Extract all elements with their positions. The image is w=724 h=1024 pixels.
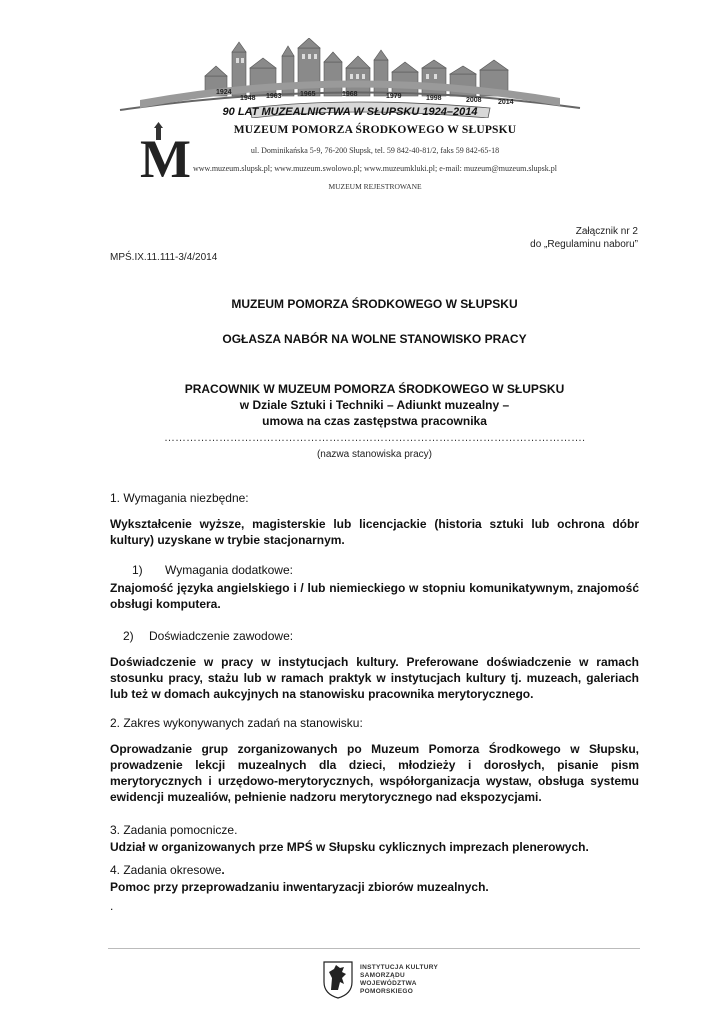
position-title: PRACOWNIK W MUZEUM POMORZA ŚRODKOWEGO W SŁUPSKU [184, 382, 565, 396]
footer-line: POMORSKIEGO [360, 988, 414, 995]
list-number: 1) [132, 563, 143, 577]
anniversary-banner [110, 38, 590, 118]
banner-year: 1968 [342, 91, 358, 98]
griffin-emblem-icon [322, 960, 354, 1000]
section-heading: Doświadczenie zawodowe: [149, 629, 294, 643]
position-caption: (nazwa stanowiska pracy) [316, 449, 433, 460]
banner-year: 1965 [300, 91, 316, 98]
banner-year: 1924 [216, 89, 232, 96]
banner-year: 2008 [466, 97, 482, 104]
section-text: Udział w organizowanych prze MPŚ w Słupsku cyklicznych imprezach plenerowych. [110, 840, 589, 854]
announcement-title: MUZEUM POMORZA ŚRODKOWEGO W SŁUPSKU [231, 297, 518, 311]
footer-line: INSTYTUCJA KULTURY [360, 964, 439, 971]
section-text: Oprowadzanie grup zorganizowanych po Muzeum Pomorza Środkowego w Słupsku, prowadzenie lekcji muzealnych dla dzieci, młodzieży i dorosłych, pisanie pism merytorycznych i urzędowo-merytorycznych, współorganizacja wystaw, obsługa systemu ewidencji muzealiów, pełnienie nadzoru merytorycznego nad ekspozycjami. [110, 742, 639, 804]
banner-year: 1963 [266, 93, 282, 100]
section-text: Doświadczenie w pracy w instytucjach kultury. Preferowane doświadczenie w ramach stosunku pracy, stażu lub w ramach praktyk w instytucjach kultury tj. muzeach, galeriach lub też w domach aukcyjnych na stanowisku pracownika merytorycznego. [110, 655, 639, 701]
footer-line: WOJEWÓDZTWA [360, 980, 417, 987]
registered-label: MUZEUM REJESTROWANE [328, 182, 422, 191]
position-department: w Dziale Sztuki i Techniki – Adiunkt muzealny – [239, 398, 510, 412]
banner-year: 2014 [498, 99, 514, 106]
museum-name: MUZEUM POMORZA ŚRODKOWEGO W SŁUPSKU [233, 124, 517, 136]
footer-institution [360, 964, 438, 996]
section-heading: 1. Wymagania niezbędne: [110, 491, 249, 505]
logo-letter: M [140, 129, 191, 189]
list-number: 2) [123, 629, 134, 643]
section-heading: Wymagania dodatkowe: [165, 563, 293, 577]
section-heading: 2. Zakres wykonywanych zadań na stanowisku: [110, 716, 363, 730]
section-text: Znajomość języka angielskiego i / lub niemieckiego w stopniu komunikatywnym, znajomość obsługi komputera. [110, 581, 639, 611]
banner-year: 1979 [386, 93, 402, 100]
attachment-number: Załącznik nr 2 [575, 226, 638, 237]
address: ul. Dominikańska 5-9, 76-200 Słupsk, tel. 59 842-40-81/2, faks 59 842-65-18 [250, 146, 500, 155]
footer-line: SAMORZĄDU [360, 972, 405, 979]
web-contacts: www.muzeum.slupsk.pl; www.muzeum.swolowo.pl; www.muzeumkluki.pl; e-mail: muzeum@muzeum.slupsk.pl [193, 164, 557, 173]
dotted-line: ……………………………………………………………………………………………………. [163, 432, 586, 444]
attachment-ref: do „Regulaminu naboru” [530, 239, 638, 250]
banner-text: 90 LAT MUZEALNICTWA W SŁUPSKU 1924–2014 [222, 106, 478, 118]
banner-year: 1998 [426, 95, 442, 102]
section-text: Wykształcenie wyższe, magisterskie lub licencjackie (historia sztuki lub ochrona dóbr kultury) uzyskane w trybie stacjonarnym. [110, 517, 639, 547]
footer-divider [108, 948, 640, 949]
section-text: Pomoc przy przeprowadzaniu inwentaryzacji zbiorów muzealnych. [110, 880, 489, 894]
announcement-subtitle: OGŁASZA NABÓR NA WOLNE STANOWISKO PRACY [222, 332, 527, 346]
section-heading: 3. Zadania pomocnicze. [110, 823, 238, 837]
trailing-dot: . [110, 899, 114, 913]
position-contract: umowa na czas zastępstwa pracownika [262, 414, 487, 428]
section-heading: 4. Zadania okresowe [110, 863, 222, 877]
reference-number: MPŚ.IX.11.111-3/4/2014 [110, 252, 218, 263]
banner-year: 1948 [240, 95, 256, 102]
heading-dot: . [221, 863, 225, 877]
